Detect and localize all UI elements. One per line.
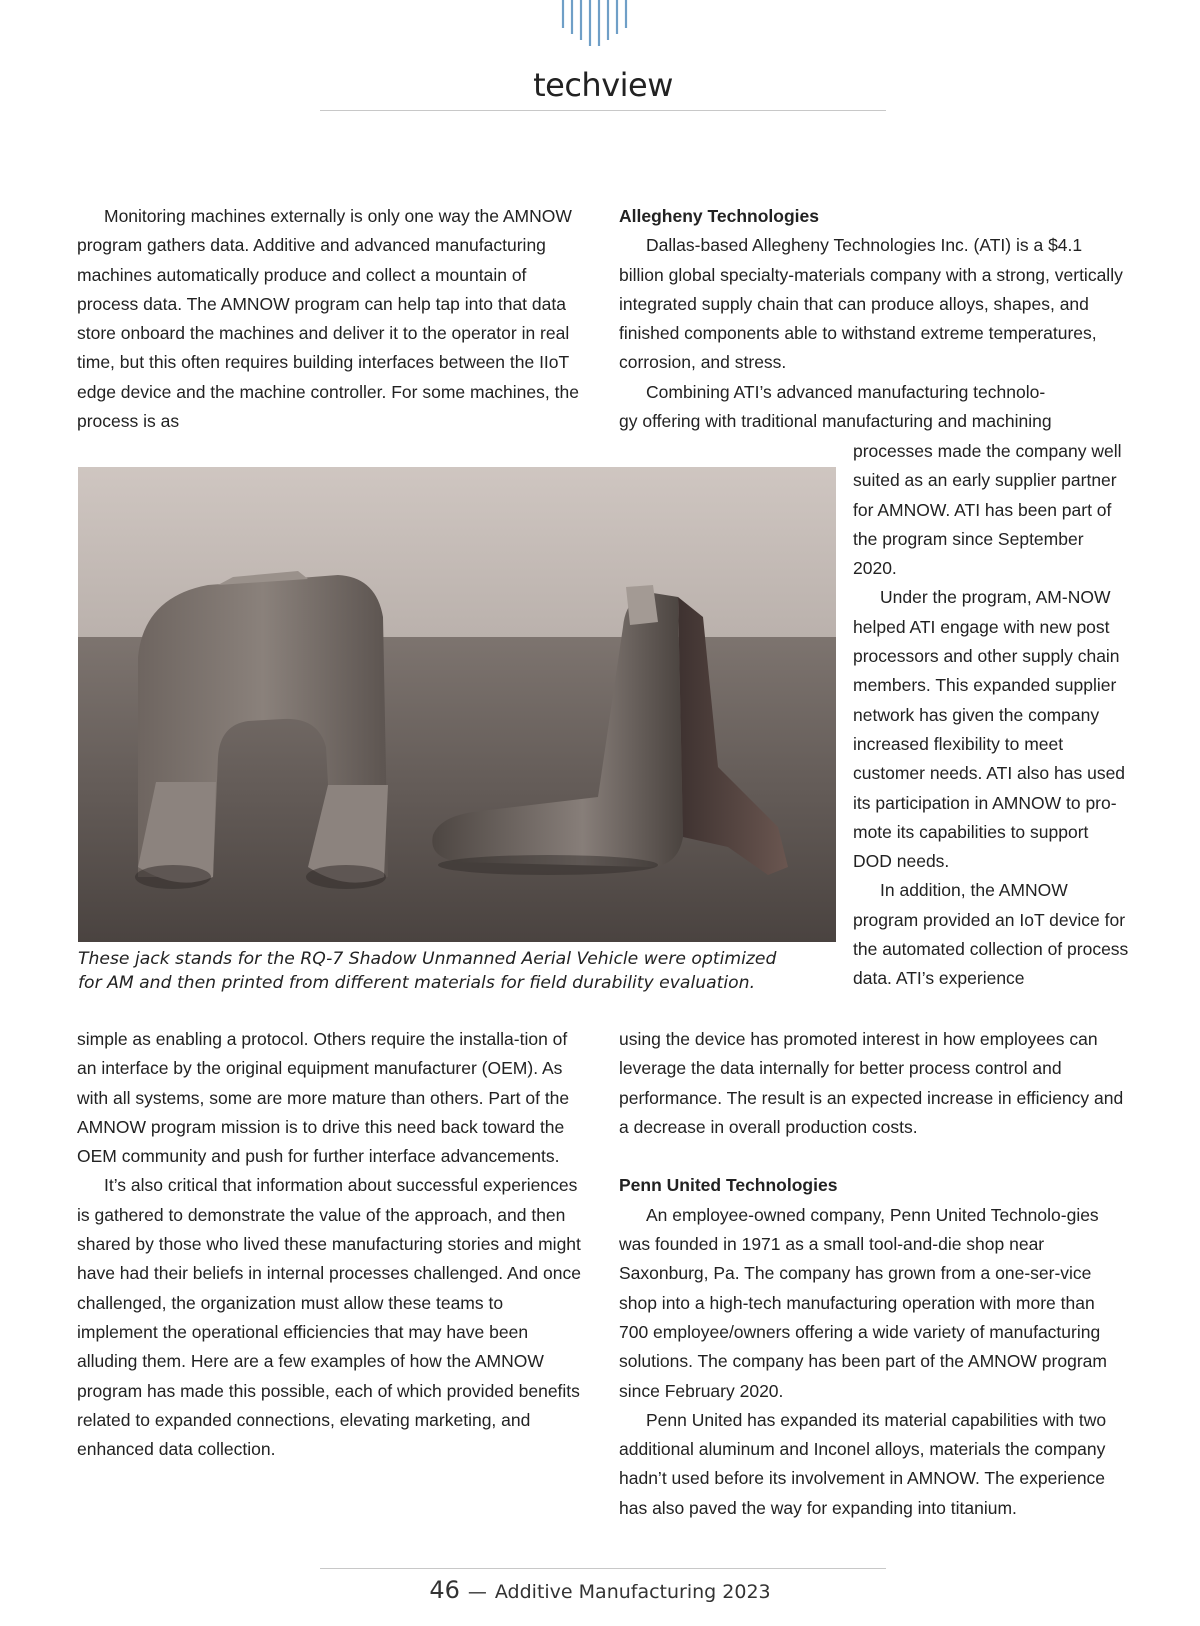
right-column-top — [619, 202, 1124, 436]
body-paragraph: simple as enabling a protocol. Others require the installa-tion of an interface by the original equipment manufacturer (OEM). As with all systems, some are more mature than others. Part of the AMNOW program mission is to drive this need back toward the OEM community and push for further interface advancements. — [77, 1029, 570, 1167]
left-column-top — [77, 202, 585, 436]
left-column-bottom — [77, 1025, 585, 1464]
section-title: techview — [533, 66, 673, 104]
page-number: 46 — [429, 1576, 460, 1604]
body-paragraph: In addition, the AMNOW program provided an IoT device for the automated collection of process data. ATI’s experience — [853, 880, 1129, 989]
body-paragraph: Dallas-based Allegheny Technologies Inc. (ATI) is a $4.1 billion global specialty-materials company with a strong, vertically integrated supply chain that can produce alloys, shapes, and finished components able to withstand extreme temperatures, corrosion, and stress. — [619, 235, 1123, 373]
body-paragraph: An employee-owned company, Penn United Technolo-gies was founded in 1971 as a small tool-and-die shop near Saxonburg, Pa. The company has grown from a one-ser-vice shop into a high-tech manufacturing operation with more than 700 employee/owners offering a wide variety of manufacturing solutions. The company has been part of the AMNOW program since February 2020. — [619, 1204, 1107, 1401]
right-column-bottom — [619, 1025, 1124, 1523]
photo-caption: These jack stands for the RQ-7 Shadow Unmanned Aerial Vehicle were optimized for AM and then printed from different materials for field durability evaluation. — [78, 949, 777, 993]
body-paragraph: It’s also critical that information about successful experiences is gathered to demonstrate the value of the approach, and then shared by those who lived these manufacturing stories and might have had their beliefs in internal processes challenged. And once challenged, the organization must allow these teams to implement the operational efficiencies that may have been alluding them. Here are a few examples of how the AMNOW program has made this possible, each of which provided benefits related to expanded connections, elevating marketing, and enhanced data collection. — [77, 1175, 581, 1460]
header-stripes-decoration — [561, 0, 641, 48]
right-column-wrap — [853, 437, 1131, 994]
jack-stands-illustration — [78, 467, 836, 942]
section-heading-ati: Allegheny Technologies — [619, 206, 819, 226]
page-footer — [0, 1576, 1200, 1604]
publication-name: Additive Manufacturing 2023 — [494, 1581, 771, 1603]
body-line: gy offering with traditional manufacturing and machining — [619, 411, 1052, 432]
body-paragraph: Penn United has expanded its material capabilities with two additional aluminum and Inconel alloys, materials the company hadn’t used before its involvement in AMNOW. The experience has also paved the way for expanding into titanium. — [619, 1409, 1107, 1518]
body-line: Combining ATI’s advanced manufacturing technolo- — [646, 381, 1046, 402]
body-paragraph: Monitoring machines externally is only one way the AMNOW program gathers data. Additive and advanced manufacturing machines automatically produce and collect a mountain of process data. The AMNOW program can help tap into that data store onboard the machines and deliver it to the operator in real time, but this often requires building interfaces between the IIoT edge device and the machine controller. For some machines, the process is as — [77, 206, 579, 432]
jack-stands-photo — [78, 467, 836, 942]
body-paragraph: processes made the company well suited as an early supplier partner for AMNOW. ATI has been part of the program since September 2020. — [853, 441, 1122, 579]
body-paragraph: Under the program, AM-NOW helped ATI engage with new post processors and other supply chain members. This expanded supplier network has given the company increased flexibility to meet customer needs. ATI also has used its participation in AMNOW to pro-mote its capabilities to support DOD needs. — [853, 587, 1126, 872]
footer-dash: — — [467, 1581, 487, 1603]
body-paragraph: using the device has promoted interest in how employees can leverage the data internally for better process control and performance. The result is an expected increase in efficiency and a decrease in overall production costs. — [619, 1029, 1124, 1137]
footer-rule — [320, 1568, 886, 1569]
header-rule — [320, 110, 886, 111]
section-heading-penn: Penn United Technologies — [619, 1175, 838, 1196]
